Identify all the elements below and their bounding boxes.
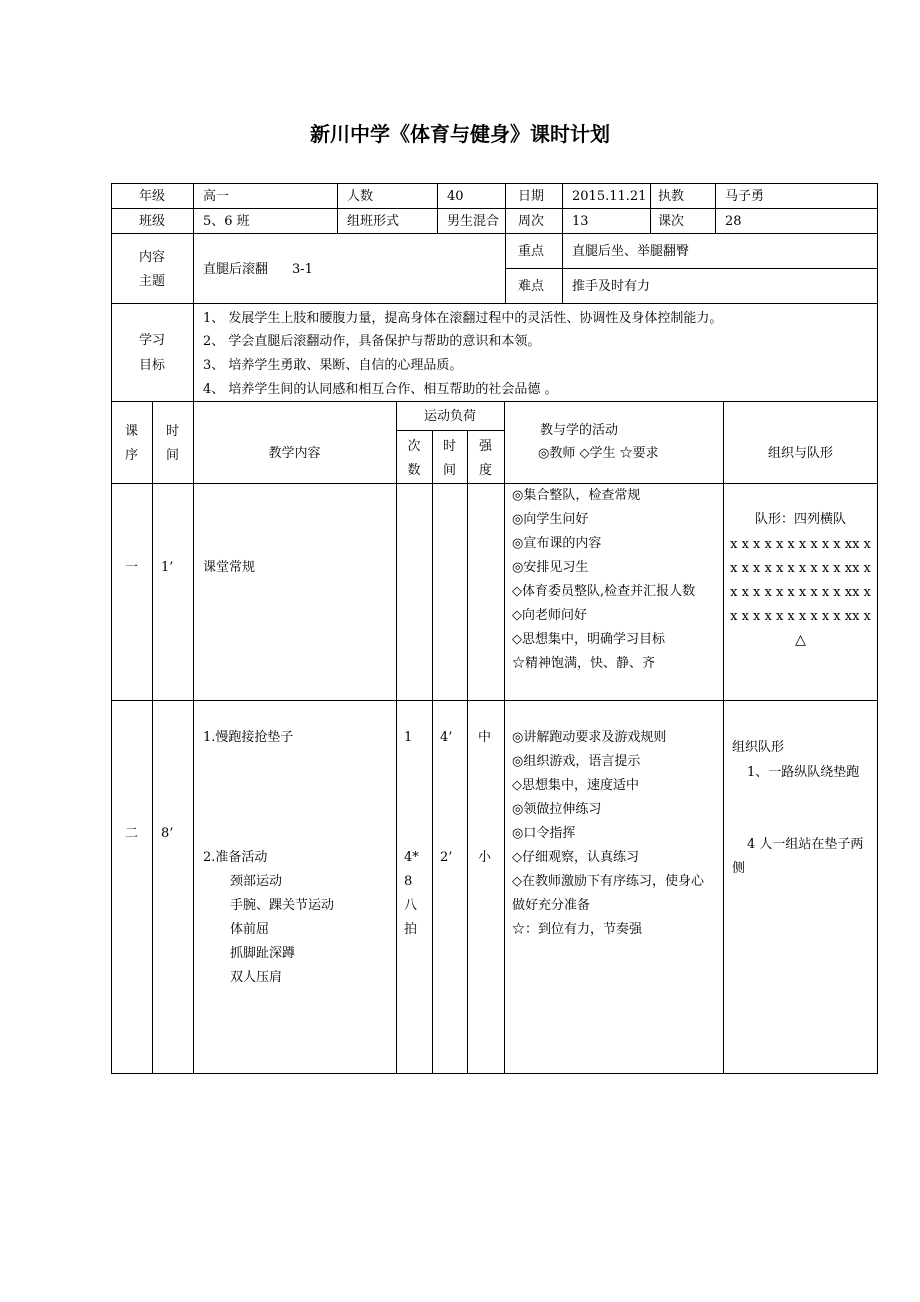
objectives-label-1: 学习 <box>138 333 165 348</box>
formation-row: x x x x x x x x x x xx x <box>730 585 871 600</box>
col-dur-2: 间 <box>442 463 456 478</box>
part2-sub-item: 手腕、踝关节运动 <box>230 898 335 913</box>
objective-item: 2、 学会直腿后滚翻动作，具备保护与帮助的意识和本领。 <box>203 334 541 349</box>
formation-row: x x x x x x x x x x xx x <box>730 609 871 624</box>
form-label: 组班形式 <box>347 214 400 229</box>
part2-item2-reps: 拍 <box>404 922 418 937</box>
part1-time: 1’ <box>161 560 174 575</box>
difficulty-label: 难点 <box>518 279 545 294</box>
part2-item1-intensity: 中 <box>478 730 492 745</box>
formation-title: 队形：四列横队 <box>754 512 846 527</box>
col-time-1: 时 <box>165 424 179 439</box>
part2-sub-item: 抓脚趾深蹲 <box>230 946 296 961</box>
grade-label: 年级 <box>138 189 165 204</box>
part2-time: 8’ <box>161 826 174 841</box>
part2-item1-time: 4’ <box>440 730 453 745</box>
col-time-2: 间 <box>165 448 179 463</box>
col-reps-1: 次 <box>407 439 421 454</box>
class-label: 班级 <box>138 214 165 229</box>
col-int-1: 强 <box>478 439 492 454</box>
part2-org-title: 组织队形 <box>732 740 785 755</box>
lesson-value: 28 <box>725 214 742 229</box>
part2-org-item: 侧 <box>732 861 746 876</box>
part1-activity: ◎宣布课的内容 <box>512 536 602 551</box>
part2-org-item: 1、一路纵队绕垫跑 <box>747 765 860 780</box>
objectives-label-2: 目标 <box>138 358 165 373</box>
part2-seq: 二 <box>124 826 138 841</box>
teacher-triangle-icon: △ <box>795 632 806 648</box>
col-reps-2: 数 <box>407 463 421 478</box>
part2-item2-intensity: 小 <box>478 850 492 865</box>
col-load: 运动负荷 <box>423 409 476 424</box>
col-dur-1: 时 <box>442 439 456 454</box>
class-value: 5、6 班 <box>203 214 250 229</box>
objective-item: 4、 培养学生间的认同感和相互合作、相互帮助的社会品德 。 <box>203 382 558 397</box>
part2-item2-reps: 8 <box>404 874 413 889</box>
part2-activity: ◇仔细观察，认真练习 <box>512 850 639 865</box>
week-label: 周次 <box>518 214 545 229</box>
col-org: 组织与队形 <box>767 446 833 461</box>
part2-activity: ◎组织游戏，语言提示 <box>512 754 641 769</box>
grade-value: 高一 <box>203 189 230 204</box>
part2-activity: ◇思想集中，速度适中 <box>512 778 639 793</box>
key-label: 重点 <box>518 244 545 259</box>
count-value: 40 <box>447 189 464 204</box>
part2-activity: ◎领做拉伸练习 <box>512 802 602 817</box>
date-value: 2015.11.21 <box>572 189 647 204</box>
teacher-label: 执教 <box>658 189 685 204</box>
col-seq-1: 课 <box>124 424 138 439</box>
formation-row: x x x x x x x x x x xx x <box>730 561 871 576</box>
part2-activity: ◎口令指挥 <box>512 826 576 841</box>
part2-sub-item: 颈部运动 <box>230 874 283 889</box>
part1-activity: ◎向学生问好 <box>512 512 589 527</box>
key-value: 直腿后坐、举腿翻臀 <box>572 244 690 259</box>
week-value: 13 <box>572 214 589 229</box>
part1-activity: ◎集合整队，检查常规 <box>512 488 641 503</box>
part1-activity: ◇体育委员整队,检查并汇报人数 <box>512 584 696 599</box>
part2-sub-item: 双人压肩 <box>230 970 283 985</box>
col-content: 教学内容 <box>268 446 321 461</box>
part1-content: 课堂常规 <box>203 560 256 575</box>
part1-seq: 一 <box>124 560 138 575</box>
part1-activity: ☆精神饱满，快、静、齐 <box>512 656 656 671</box>
part1-activity: ◇向老师问好 <box>512 608 587 623</box>
part2-item2: 2.准备活动 <box>203 850 268 865</box>
difficulty-value: 推手及时有力 <box>572 279 651 294</box>
teacher-value: 马子勇 <box>725 189 765 204</box>
date-label: 日期 <box>518 189 545 204</box>
content-label-2: 主题 <box>138 274 165 289</box>
part2-item2-reps: 八 <box>404 898 418 913</box>
topic-code: 3-1 <box>292 262 313 277</box>
topic-value: 直腿后滚翻 <box>203 262 269 277</box>
col-int-2: 度 <box>478 463 492 478</box>
objective-item: 3、 培养学生勇敢、果断、自信的心理品质。 <box>203 358 463 373</box>
col-activity: 教与学的活动 <box>540 423 619 438</box>
part2-activity: ☆：到位有力，节奏强 <box>512 922 643 937</box>
lesson-label: 课次 <box>658 214 685 229</box>
part2-item2-time: 2’ <box>440 850 453 865</box>
part2-sub-item: 体前屈 <box>230 922 270 937</box>
page-title: 新川中学《体育与健身》课时计划 <box>310 122 610 146</box>
objective-item: 1、 发展学生上肢和腰腹力量，提高身体在滚翻过程中的灵活性、协调性及身体控制能力。 <box>203 311 723 326</box>
count-label: 人数 <box>347 189 374 204</box>
content-label-1: 内容 <box>138 250 165 265</box>
part2-activity: ◇在教师激励下有序练习，使身心 <box>512 874 704 889</box>
part2-item1-reps: 1 <box>404 730 413 745</box>
part2-activity: 做好充分准备 <box>512 898 591 913</box>
col-seq-2: 序 <box>124 448 138 463</box>
part2-org-item: 4 人一组站在垫子两 <box>747 837 864 852</box>
col-legend: ◎教师 ◇学生 ☆要求 <box>538 446 659 461</box>
part2-activity: ◎讲解跑动要求及游戏规则 <box>512 730 667 745</box>
part1-activity: ◎安排见习生 <box>512 560 589 575</box>
part2-item2-reps: 4* <box>404 850 419 865</box>
part1-activity: ◇思想集中，明确学习目标 <box>512 632 665 647</box>
part2-item1: 1.慢跑接抢垫子 <box>203 730 294 745</box>
form-value: 男生混合 <box>447 214 500 229</box>
formation-row: x x x x x x x x x x xx x <box>730 537 871 552</box>
